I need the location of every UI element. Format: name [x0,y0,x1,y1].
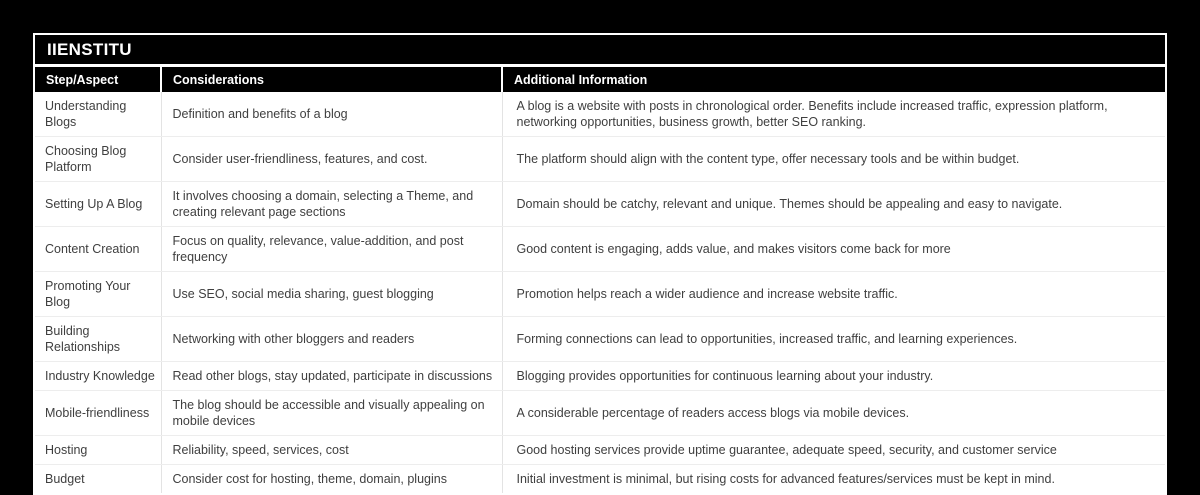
cell-additional: Domain should be catchy, relevant and unique. Themes should be appealing and easy to navigate. [502,182,1165,227]
cell-considerations: Consider user-friendliness, features, and cost. [161,137,502,182]
table-row [35,436,1165,465]
cell-additional: Good content is engaging, adds value, and makes visitors come back for more [502,227,1165,272]
table-row [35,317,1165,362]
cell-additional: Forming connections can lead to opportunities, increased traffic, and learning experiences. [502,317,1165,362]
table-row [35,137,1165,182]
brand-header [35,35,1165,67]
cell-considerations: Focus on quality, relevance, value-addition, and post frequency [161,227,502,272]
cell-step: Choosing Blog Platform [35,137,161,182]
cell-considerations: Networking with other bloggers and readers [161,317,502,362]
table-row [35,272,1165,317]
cell-considerations: Reliability, speed, services, cost [161,436,502,465]
table-header-row [35,67,1165,92]
cell-considerations: Definition and benefits of a blog [161,92,502,137]
cell-step: Understanding Blogs [35,92,161,137]
table-row [35,465,1165,494]
column-header-step-aspect: Step/Aspect [35,67,161,92]
cell-additional: A considerable percentage of readers access blogs via mobile devices. [502,391,1165,436]
cell-step: Promoting Your Blog [35,272,161,317]
table-row [35,182,1165,227]
cell-step: Budget [35,465,161,494]
cell-additional: A blog is a website with posts in chronological order. Benefits include increased traffic, expression platform, networking opportunities, business growth, better SEO ranking. [502,92,1165,137]
table-row [35,227,1165,272]
cell-step: Setting Up A Blog [35,182,161,227]
brand-title: IIENSTITU [47,39,132,59]
cell-considerations: Read other blogs, stay updated, participate in discussions [161,362,502,391]
table-row [35,391,1165,436]
cell-considerations: It involves choosing a domain, selecting a Theme, and creating relevant page sections [161,182,502,227]
column-header-additional-information: Additional Information [502,67,1165,92]
cell-additional: Blogging provides opportunities for continuous learning about your industry. [502,362,1165,391]
column-header-considerations: Considerations [161,67,502,92]
cell-step: Building Relationships [35,317,161,362]
cell-additional: Initial investment is minimal, but rising costs for advanced features/services must be kept in mind. [502,465,1165,494]
cell-considerations: Consider cost for hosting, theme, domain, plugins [161,465,502,494]
cell-step: Industry Knowledge [35,362,161,391]
cell-step: Hosting [35,436,161,465]
cell-considerations: The blog should be accessible and visually appealing on mobile devices [161,391,502,436]
table-row [35,92,1165,137]
cell-additional: Promotion helps reach a wider audience and increase website traffic. [502,272,1165,317]
table-row [35,362,1165,391]
cell-considerations: Use SEO, social media sharing, guest blogging [161,272,502,317]
cell-additional: Good hosting services provide uptime guarantee, adequate speed, security, and customer service [502,436,1165,465]
table-card [33,33,1167,495]
cell-additional: The platform should align with the content type, offer necessary tools and be within budget. [502,137,1165,182]
cell-step: Mobile-friendliness [35,391,161,436]
blogging-steps-table [35,67,1165,493]
cell-step: Content Creation [35,227,161,272]
